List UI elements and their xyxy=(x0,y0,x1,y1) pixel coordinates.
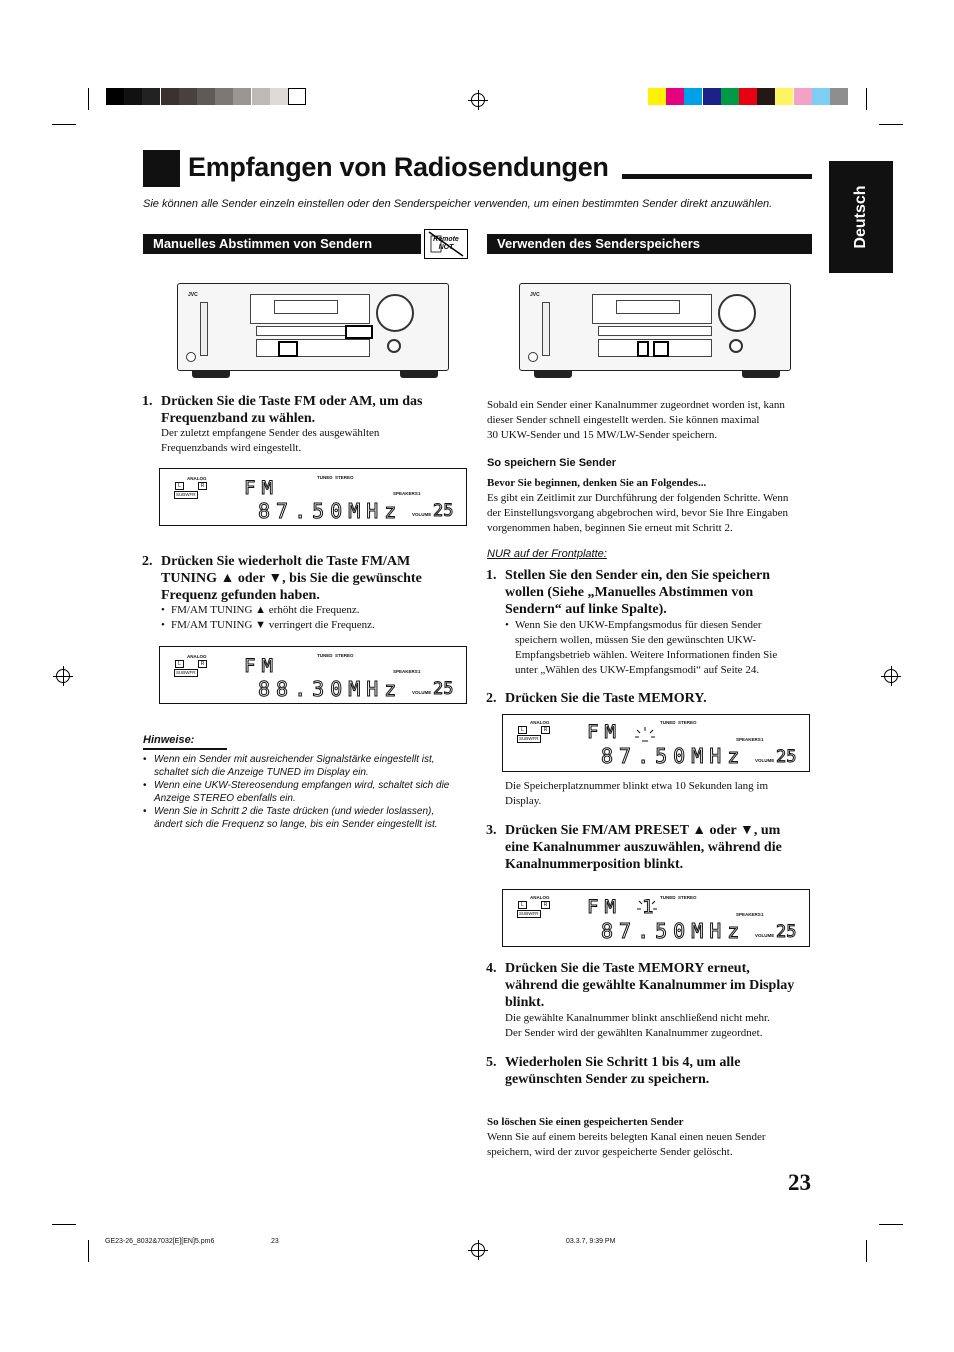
color-swatch xyxy=(775,88,793,105)
band-readout: FM xyxy=(587,721,622,743)
receiver-display-inner xyxy=(616,300,680,314)
heading-line: gewünschten Sender zu speichern. xyxy=(505,1072,710,1087)
frequency-readout: 87.50MHz xyxy=(601,744,746,768)
heading-line: blinkt. xyxy=(505,995,545,1010)
body-line: der Einstellungsvorgang abgebrochen wird, bevor Sie Ihre Eingaben xyxy=(487,507,788,519)
volume-readout: 25 xyxy=(776,922,797,942)
r-indicator: R xyxy=(198,660,207,668)
tuned-label: TUNED xyxy=(660,895,676,900)
heading-line: Kanalnummerposition blinkt. xyxy=(505,857,684,872)
body-line: 30 UKW-Sender und 15 MW/LW-Sender speichern. xyxy=(487,429,718,441)
color-swatch xyxy=(721,88,739,105)
band-readout: FM xyxy=(244,655,279,677)
color-swatch xyxy=(794,88,812,105)
tuned-label: TUNED xyxy=(317,653,333,658)
preset-button xyxy=(653,341,669,357)
note-item xyxy=(143,779,468,805)
step-number: 5. xyxy=(486,1055,497,1070)
heading-line: während die gewählte Kanalnummer im Display xyxy=(505,978,795,993)
body-line: Wenn Sie auf einem bereits belegten Kanal einen neuen Sender xyxy=(487,1131,766,1143)
front-panel-only-label: NUR auf der Frontplatte: xyxy=(487,548,607,560)
memory-button xyxy=(637,341,649,357)
body-line: speichern, wird der zuvor gespeicherte Sender gelöscht. xyxy=(487,1146,733,1158)
small-knob-icon xyxy=(387,339,401,353)
right-step-1-heading xyxy=(486,567,815,618)
frequency-readout: 87.50MHz xyxy=(258,499,403,523)
analog-label: ANALOG xyxy=(530,895,550,900)
receiver-illustration xyxy=(177,283,449,371)
band-readout: FM xyxy=(244,477,279,499)
color-swatch xyxy=(142,88,160,105)
bullet-item: • FM/AM TUNING ▲ erhöht die Frequenz. xyxy=(161,603,461,618)
note-item xyxy=(143,753,468,779)
registration-mark-icon xyxy=(56,669,70,683)
step-number: 2. xyxy=(142,554,153,569)
volume-label: VOLUME xyxy=(755,933,775,938)
remote-badge-label: Remote NOT xyxy=(433,236,459,251)
stereo-label: STEREO xyxy=(335,475,354,480)
receiver-brand: JVC xyxy=(188,292,198,298)
speakers-label: SPEAKERS xyxy=(736,912,761,917)
heading-line: TUNING ▲ oder ▼, bis Sie die gewünschte xyxy=(161,571,422,586)
analog-label: ANALOG xyxy=(187,476,207,481)
delete-station-title: So löschen Sie einen gespeicherten Sender xyxy=(487,1116,684,1128)
color-swatch xyxy=(270,88,288,105)
step-number: 2. xyxy=(486,691,497,706)
right-step-3-heading xyxy=(486,822,815,873)
power-button-icon xyxy=(186,352,196,362)
frequency-readout: 88.30MHz xyxy=(258,677,403,701)
page-number: 23 xyxy=(788,1170,811,1195)
band-readout: FM xyxy=(587,896,622,918)
footer-date: 03.3.7, 9:39 PM xyxy=(566,1238,616,1245)
stereo-label: STEREO xyxy=(335,653,354,658)
before-you-start-body xyxy=(487,491,817,536)
section-title-manual: Manuelles Abstimmen von Sendern xyxy=(143,234,421,254)
crop-mark xyxy=(88,1240,89,1262)
display-panel-3 xyxy=(502,714,810,772)
heading-line: Drücken Sie die Taste MEMORY. xyxy=(505,691,707,706)
frequency-readout: 87.50MHz xyxy=(601,919,746,943)
color-swatch xyxy=(757,88,775,105)
intro-text: Sie können alle Sender einzeln einstellen oder den Senderspeicher verwenden, um einen bestimmten Sender direkt anzuwählen. xyxy=(143,198,773,210)
speakers-number: 1 xyxy=(418,491,421,496)
volume-label: VOLUME xyxy=(755,758,775,763)
before-you-start-title: Bevor Sie beginnen, denken Sie an Folgendes... xyxy=(487,477,707,489)
volume-readout: 25 xyxy=(433,679,454,699)
power-column xyxy=(200,302,208,356)
r-indicator: R xyxy=(541,726,550,734)
heading-line: Wiederholen Sie Schritt 1 bis 4, um alle xyxy=(505,1055,741,1070)
receiver-foot xyxy=(400,371,438,378)
body-line: Der Sender wird der gewählten Kanalnummer zugeordnet. xyxy=(505,1027,763,1039)
bullet-item xyxy=(505,618,815,678)
heading-line: Drücken Sie die Taste MEMORY erneut, xyxy=(505,961,750,976)
language-tab xyxy=(829,161,893,273)
color-swatch xyxy=(666,88,684,105)
heading-line: Frequenzband zu wählen. xyxy=(161,411,316,426)
heading-line: Frequenz gefunden haben. xyxy=(161,588,320,603)
notes-title: Hinweise: xyxy=(143,734,195,746)
fm-am-button xyxy=(345,325,373,339)
speakers-label: SPEAKERS xyxy=(736,737,761,742)
note-line: • Wenn Sie in Schritt 2 die Taste drücken (und wieder loslassen), xyxy=(154,806,435,817)
receiver-illustration xyxy=(519,283,791,371)
color-swatch xyxy=(179,88,197,105)
note-item xyxy=(143,805,468,831)
body-line: Sobald ein Sender einer Kanalnummer zugeordnet worden ist, kann xyxy=(487,399,785,411)
section-title-memory: Verwenden des Senderspeichers xyxy=(487,234,812,254)
color-swatch xyxy=(161,88,179,105)
l-indicator: L xyxy=(175,660,184,668)
volume-knob-icon xyxy=(376,294,414,332)
color-swatch xyxy=(124,88,142,105)
language-tab-label: Deutsch xyxy=(852,185,869,249)
heading-line: Drücken Sie FM/AM PRESET ▲ oder ▼, um xyxy=(505,823,781,838)
crop-mark xyxy=(52,1224,76,1225)
bullet-line: • Wenn Sie den UKW-Empfangsmodus für diesen Sender xyxy=(515,619,762,631)
volume-label: VOLUME xyxy=(412,690,432,695)
bullet-line: Empfangsbetrieb wählen. Weitere Informationen finden Sie xyxy=(515,649,778,661)
speakers-number: 1 xyxy=(761,737,764,742)
color-swatch xyxy=(830,88,848,105)
registration-mark-icon xyxy=(884,669,898,683)
display-panel-4 xyxy=(502,889,810,947)
heading-line: eine Kanalnummer auszuwählen, während die xyxy=(505,840,782,855)
display-panel-1 xyxy=(159,468,467,526)
speakers-number: 1 xyxy=(761,912,764,917)
speakers-number: 1 xyxy=(418,669,421,674)
note-line: • Wenn ein Sender mit ausreichender Signalstärke eingestellt ist, xyxy=(154,754,435,765)
color-swatch xyxy=(739,88,757,105)
heading-line: Sendern“ auf linke Spalte). xyxy=(505,602,667,617)
heading-line: Drücken Sie die Taste FM oder AM, um das xyxy=(161,394,423,409)
step-number: 4. xyxy=(486,961,497,976)
left-step-1-body xyxy=(161,426,461,456)
save-stations-title: So speichern Sie Sender xyxy=(487,457,616,469)
heading-line: wollen (Siehe „Manuelles Abstimmen von xyxy=(505,585,754,600)
crop-mark xyxy=(879,124,903,125)
crop-mark xyxy=(88,88,89,110)
right-step-2-body xyxy=(505,779,815,809)
small-knob-icon xyxy=(729,339,743,353)
color-swatch xyxy=(233,88,251,105)
right-step-4-heading xyxy=(486,960,815,1011)
receiver-button-strip xyxy=(598,326,712,336)
receiver-display-inner xyxy=(274,300,338,314)
page-title: Empfangen von Radiosendungen xyxy=(188,152,609,182)
volume-readout: 25 xyxy=(776,747,797,767)
subwfr-indicator: SUBWFR xyxy=(176,492,196,497)
r-indicator: R xyxy=(198,482,207,490)
registration-mark-icon xyxy=(471,1243,485,1257)
receiver-brand: JVC xyxy=(530,292,540,298)
left-step-2-heading xyxy=(142,553,461,604)
remote-not-icon xyxy=(424,229,468,259)
step-number: 1. xyxy=(486,568,497,583)
registration-mark-icon xyxy=(471,93,485,107)
display-panel-2 xyxy=(159,646,467,704)
receiver-foot xyxy=(742,371,780,378)
volume-readout: 25 xyxy=(433,501,454,521)
power-button-icon xyxy=(528,352,538,362)
color-swatch xyxy=(648,88,666,105)
footer-page: 23 xyxy=(271,1238,279,1245)
tuned-label: TUNED xyxy=(317,475,333,480)
subwfr-indicator: SUBWFR xyxy=(176,670,196,675)
right-step-5-heading xyxy=(486,1054,815,1088)
color-swatch xyxy=(215,88,233,105)
title-rule xyxy=(622,174,812,179)
notes-rule xyxy=(143,748,227,750)
step-number: 3. xyxy=(486,823,497,838)
l-indicator: L xyxy=(518,726,527,734)
color-swatch xyxy=(703,88,721,105)
color-swatch xyxy=(252,88,270,105)
analog-label: ANALOG xyxy=(530,720,550,725)
body-line: Der zuletzt empfangene Sender des ausgewählten xyxy=(161,427,380,439)
bullet-line: speichern wollen, müssen Sie den gewünschten UKW- xyxy=(515,634,757,646)
footer-filename: GE23-26_8032&7032[E][EN]5.pm6 xyxy=(105,1238,215,1245)
note-line: ändert sich die Frequenz so lange, bis ein Sender eingestellt ist. xyxy=(154,819,438,830)
right-step-2-heading xyxy=(486,690,815,707)
subwfr-indicator: SUBWFR xyxy=(519,736,539,741)
memory-intro xyxy=(487,398,812,443)
crop-mark xyxy=(866,1240,867,1262)
color-swatch xyxy=(812,88,830,105)
note-line: schaltet sich die Anzeige TUNED im Display ein. xyxy=(154,767,369,778)
stereo-label: STEREO xyxy=(678,895,697,900)
body-line: vorgenommen haben, beginnen Sie erneut mit Schritt 2. xyxy=(487,522,733,534)
heading-line: Stellen Sie den Sender ein, den Sie speichern xyxy=(505,568,770,583)
left-step-1-heading xyxy=(142,393,461,427)
l-indicator: L xyxy=(518,901,527,909)
r-indicator: R xyxy=(541,901,550,909)
speakers-label: SPEAKERS xyxy=(393,491,418,496)
color-swatch xyxy=(106,88,124,105)
color-swatch xyxy=(684,88,702,105)
volume-label: VOLUME xyxy=(412,512,432,517)
body-line: Frequenzbands wird eingestellt. xyxy=(161,442,302,454)
bullet-item: • FM/AM TUNING ▼ verringert die Frequenz. xyxy=(161,618,461,633)
crop-mark xyxy=(866,88,867,110)
tuned-label: TUNED xyxy=(660,720,676,725)
stereo-label: STEREO xyxy=(678,720,697,725)
analog-label: ANALOG xyxy=(187,654,207,659)
power-column xyxy=(542,302,550,356)
color-swatch xyxy=(288,88,306,105)
receiver-foot xyxy=(534,371,572,378)
l-indicator: L xyxy=(175,482,184,490)
color-swatch xyxy=(197,88,215,105)
receiver-lower-panel xyxy=(256,339,370,357)
body-line: Es gibt ein Zeitlimit zur Durchführung der folgenden Schritte. Wenn xyxy=(487,492,789,504)
heading-line: Drücken Sie wiederholt die Taste FM/AM xyxy=(161,554,411,569)
body-line: Display. xyxy=(505,795,542,807)
crop-mark xyxy=(879,1224,903,1225)
body-line: Die Speicherplatznummer blinkt etwa 10 Sekunden lang im xyxy=(505,780,769,792)
body-line: Die gewählte Kanalnummer blinkt anschließend nicht mehr. xyxy=(505,1012,770,1024)
volume-knob-icon xyxy=(718,294,756,332)
title-block-icon xyxy=(143,150,180,187)
receiver-foot xyxy=(192,371,230,378)
note-line: Anzeige STEREO ebenfalls ein. xyxy=(154,793,296,804)
right-step-4-body xyxy=(505,1011,815,1041)
step-number: 1. xyxy=(142,394,153,409)
crop-mark xyxy=(52,124,76,125)
speakers-label: SPEAKERS xyxy=(393,669,418,674)
tuning-button xyxy=(278,341,298,357)
delete-station-body xyxy=(487,1130,817,1160)
bullet-line: unter „Wählen des UKW-Empfangsmodi“ auf Seite 24. xyxy=(515,664,760,676)
subwfr-indicator: SUBWFR xyxy=(519,911,539,916)
note-line: • Wenn eine UKW-Stereosendung empfangen wird, schaltet sich die xyxy=(154,780,450,791)
body-line: dieser Sender schnell eingestellt werden. Sie können maximal xyxy=(487,414,760,426)
preset-number-readout: 1 xyxy=(642,896,654,918)
